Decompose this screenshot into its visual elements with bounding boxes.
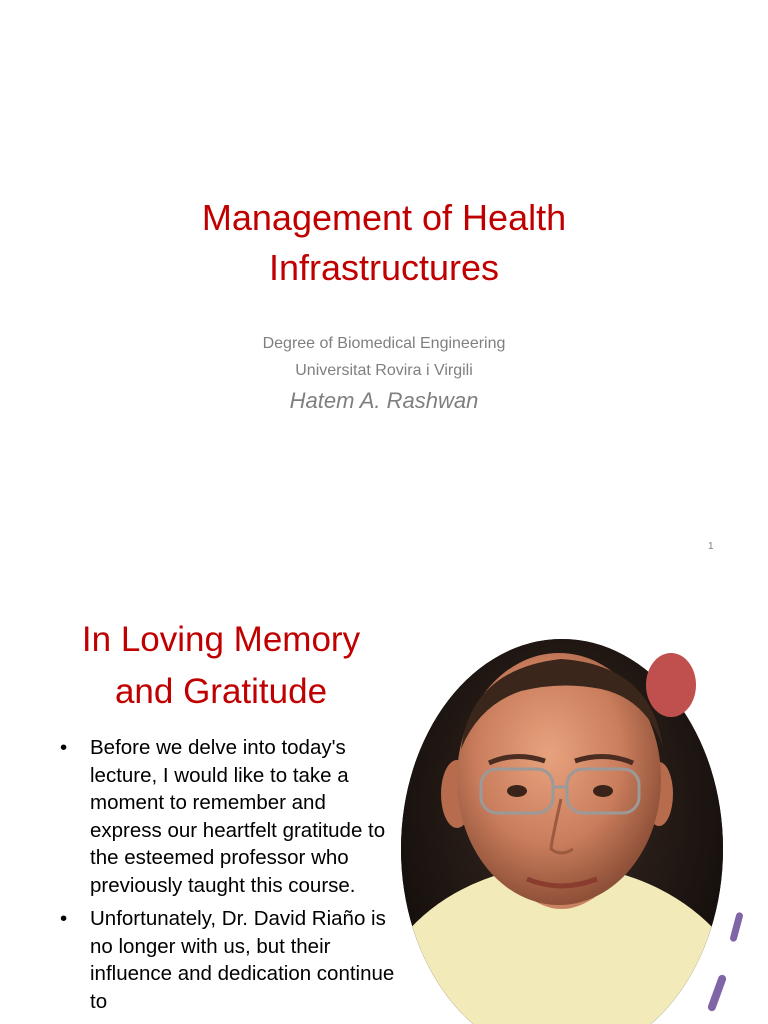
subtitle-line-1: Degree of Biomedical Engineering — [262, 335, 506, 352]
decorative-dash — [707, 974, 728, 1012]
page-number: 1 — [708, 541, 714, 552]
slide-2 — [0, 576, 768, 1024]
title-line-1: In Loving Memory — [81, 620, 361, 659]
bullet-list — [60, 734, 395, 1021]
decorative-dash — [729, 912, 744, 943]
bullet-text: Unfortunately, Dr. David Riaño is no longer with us, but their influence and dedication continue to — [90, 907, 395, 1013]
bullet-text: Before we delve into today's lecture, I would like to take a moment to remember and express our heartfelt gratitude to the esteemed professor who previously taught this course. — [90, 736, 386, 897]
title-line-1: Management of Health — [201, 197, 567, 238]
bullet-marker: • — [60, 907, 68, 930]
subtitle-line-2: Universitat Rovira i Virgili — [295, 362, 473, 379]
title-line-2: and Gratitude — [114, 672, 328, 711]
bullet-item — [60, 905, 395, 1015]
slide-title — [0, 193, 768, 293]
slide-subtitle — [0, 330, 768, 384]
slide-title — [46, 614, 396, 718]
title-line-2: Infrastructures — [268, 247, 500, 288]
bullet-marker: • — [60, 736, 68, 759]
decorative-circle — [646, 653, 696, 717]
bullet-item — [60, 734, 395, 899]
author-name: Hatem A. Rashwan — [289, 388, 479, 413]
